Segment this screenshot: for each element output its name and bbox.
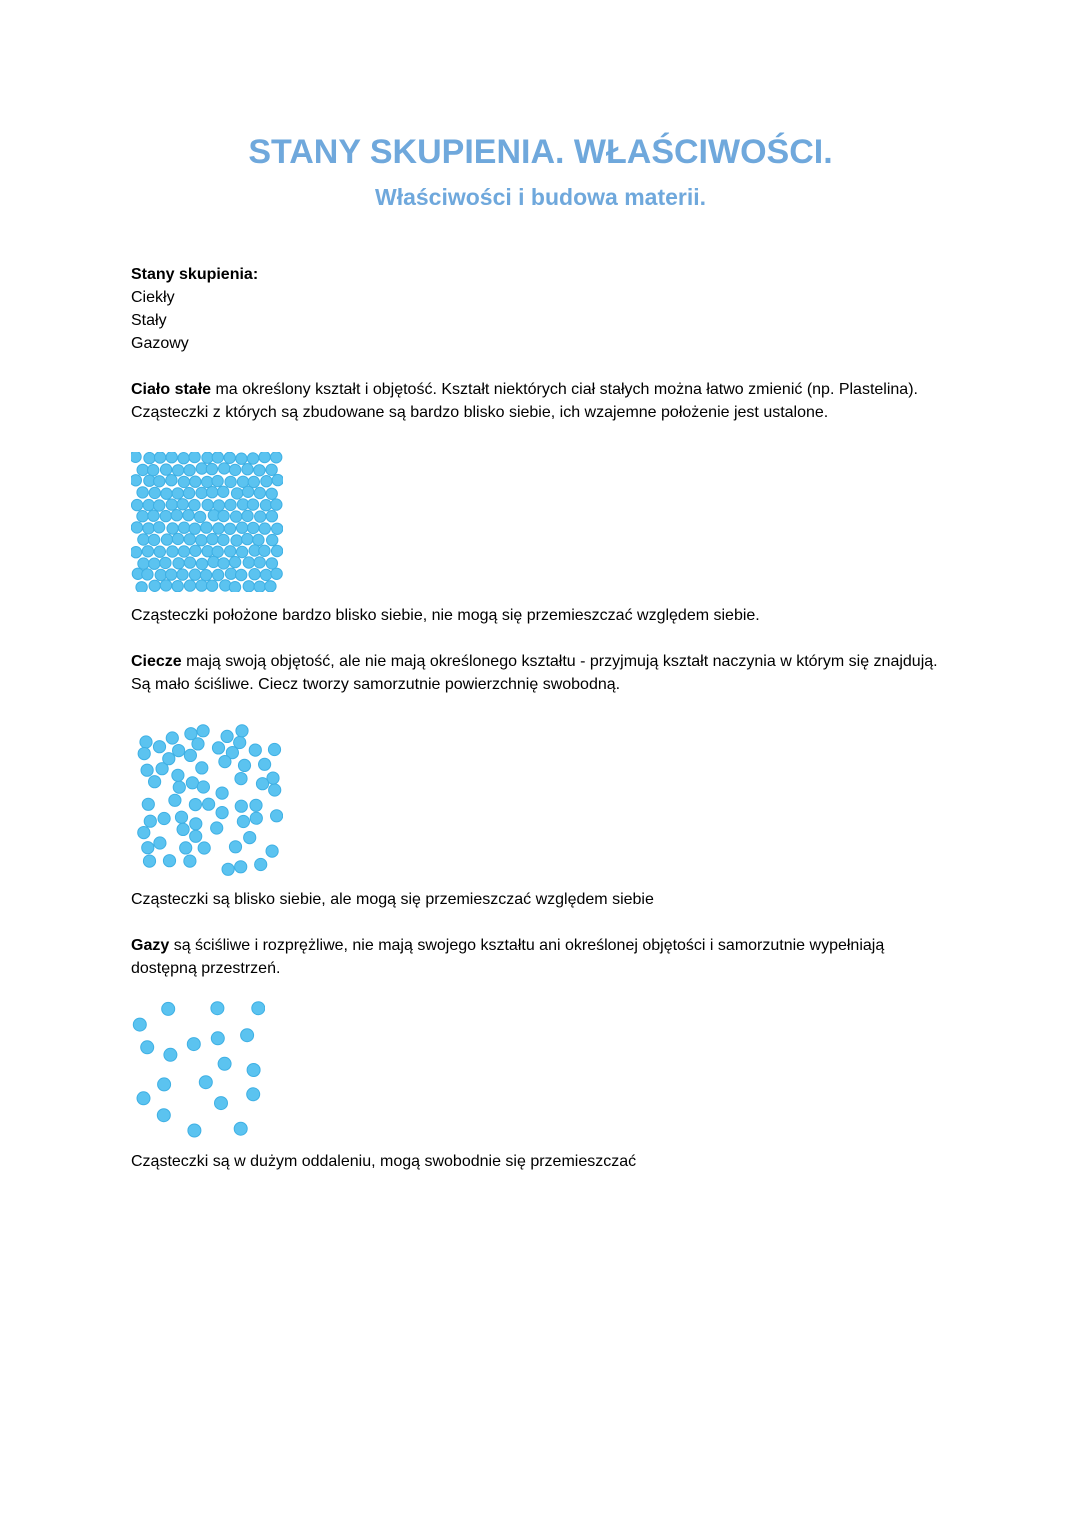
liquid-paragraph: [131, 650, 950, 696]
solid-paragraph: [131, 378, 950, 424]
solid-caption: Cząsteczki położone bardzo blisko siebie, nie mogą się przemieszczać względem siebie.: [131, 607, 760, 625]
solid-particles-diagram: [131, 452, 950, 592]
state-item-liquid: Ciekły: [131, 289, 175, 307]
states-heading: Stany skupienia:: [131, 266, 259, 284]
document-title: STANY SKUPIENIA. WŁAŚCIWOŚCI.: [248, 133, 833, 171]
liquid-caption: Cząsteczki są blisko siebie, ale mogą się przemieszczać względem siebie: [131, 891, 654, 909]
states-section: [131, 263, 950, 355]
gas-particles-image: [131, 1000, 265, 1138]
liquid-particles-image: [131, 724, 283, 876]
liquid-particles-diagram: [131, 724, 950, 876]
solid-lead-word: Ciało stałe: [131, 381, 212, 399]
solid-paragraph-text: ma określony kształt i objętość. Kształt niektórych ciał stałych można łatwo zmienić (np. Plastelina). Cząsteczki z których są zbudowane są bardzo blisko siebie, ich wzajemne położenie jest ustalone.: [131, 381, 918, 422]
state-item-solid: Stały: [131, 312, 167, 330]
gas-lead-word: Gazy: [131, 937, 170, 955]
liquid-paragraph-text: mają swoją objętość, ale nie mają określonego kształtu - przyjmują kształt naczynia w którym się znajdują. Są mało ściśliwe. Ciecz tworzy samorzutnie powierzchnię swobodną.: [131, 653, 938, 694]
gas-paragraph-text: są ściśliwe i rozprężliwe, nie mają swojego kształtu ani określonej objętości i samorzutnie wypełniają dostępną przestrzeń.: [131, 937, 885, 978]
document-subtitle: Właściwości i budowa materii.: [374, 183, 707, 210]
solid-particles-image: [131, 452, 283, 592]
liquid-lead-word: Ciecze: [131, 653, 182, 671]
gas-paragraph: [131, 934, 950, 980]
gas-caption: Cząsteczki są w dużym oddaleniu, mogą swobodnie się przemieszczać: [131, 1153, 637, 1171]
state-item-gas: Gazowy: [131, 335, 189, 353]
gas-particles-diagram: [131, 1000, 950, 1138]
